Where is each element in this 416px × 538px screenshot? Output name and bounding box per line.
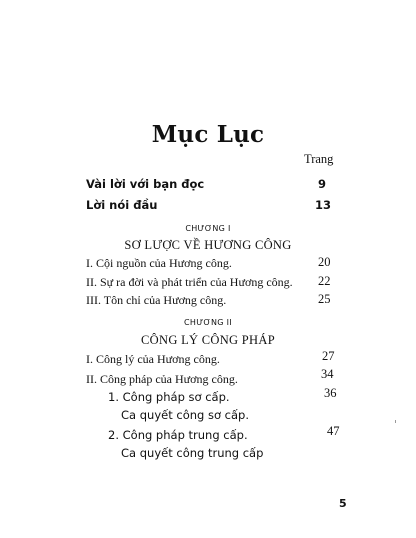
chapter-1-title: SƠ LƯỢC VỀ HƯƠNG CÔNG bbox=[124, 238, 292, 252]
toc-entry-ch1-2[interactable]: II. Sự ra đời và phát triển của Hương công. bbox=[86, 275, 293, 289]
toc-entry-ch2-4[interactable]: Ca quyết công sơ cấp. bbox=[121, 408, 249, 422]
toc-entry-front-1[interactable]: Vài lời với bạn đọc bbox=[86, 177, 205, 191]
toc-entry-ch2-6[interactable]: Ca quyết công trung cấp bbox=[121, 446, 264, 460]
toc-entry-ch1-3[interactable]: III. Tôn chỉ của Hương công. bbox=[86, 293, 227, 307]
page-column-header: Trang bbox=[304, 152, 334, 166]
toc-entry-ch1-1[interactable]: I. Cội nguồn của Hương công. bbox=[86, 256, 232, 270]
toc-entry-ch2-3[interactable]: 1. Công pháp sơ cấp. bbox=[108, 390, 230, 404]
toc-page-ch2-5: 47 bbox=[327, 424, 340, 438]
toc-page-ch2-1: 27 bbox=[322, 349, 335, 363]
toc-page-ch1-3: 25 bbox=[318, 292, 331, 306]
toc-page-front-2: 13 bbox=[315, 198, 332, 212]
page-title: Mục Lục bbox=[151, 121, 265, 148]
toc-page-ch2-3: 36 bbox=[324, 386, 337, 400]
toc-entry-front-2[interactable]: Lời nói đầu bbox=[86, 198, 158, 212]
toc-entry-ch2-5[interactable]: 2. Công pháp trung cấp. bbox=[108, 428, 248, 442]
chapter-2-label: CHƯƠNG II bbox=[184, 318, 232, 327]
chapter-2-title: CÔNG LÝ CÔNG PHÁP bbox=[141, 333, 275, 347]
toc-entry-ch2-2[interactable]: II. Công pháp của Hương công. bbox=[86, 372, 238, 386]
paper-speck bbox=[395, 420, 396, 423]
toc-page-ch1-1: 20 bbox=[318, 255, 331, 269]
toc-page-front-1: 9 bbox=[318, 177, 327, 191]
toc-entry-ch2-1[interactable]: I. Công lý của Hương công. bbox=[86, 352, 220, 366]
toc-page-ch1-2: 22 bbox=[318, 274, 331, 288]
chapter-1-label: CHƯƠNG I bbox=[185, 224, 231, 233]
toc-page-ch2-2: 34 bbox=[321, 367, 334, 381]
page-number: 5 bbox=[339, 497, 347, 510]
